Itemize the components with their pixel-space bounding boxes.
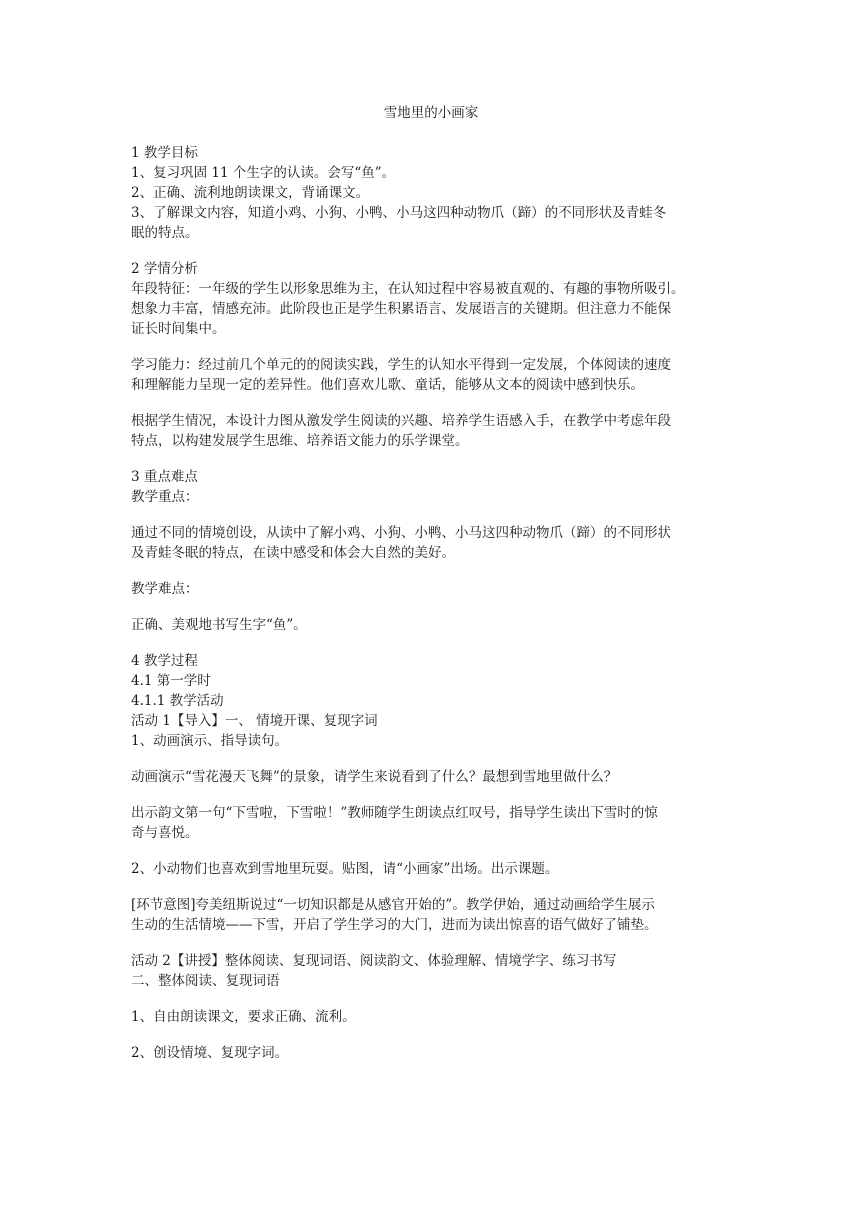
text-line: 及青蛙冬眠的特点，在读中感受和体会大自然的美好。 xyxy=(131,545,455,561)
text-line: 学习能力：经过前几个单元的的阅读实践，学生的认知水平得到一定发展，个体阅读的速度 xyxy=(131,357,671,373)
document-title: 雪地里的小画家 xyxy=(383,105,479,121)
paragraph-gap xyxy=(131,563,731,579)
document-body xyxy=(131,143,731,1063)
text-line: 教学重点： xyxy=(131,489,199,505)
text-line: [环节意图]夸美纽斯说过“一切知识都是从感官开始的”。教学伊始，通过动画给学生展示 xyxy=(131,897,655,913)
paragraph-gap xyxy=(131,599,731,615)
paragraph-gap xyxy=(131,507,731,523)
text-line: 年段特征：一年级的学生以形象思维为主，在认知过程中容易被直观的、有趣的事物所吸引。 xyxy=(131,281,685,297)
text-line: 2、正确、流利地朗读课文，背诵课文。 xyxy=(131,185,370,201)
text-line: 4.1.1 教学活动 xyxy=(131,693,224,709)
text-line: 活动 2【讲授】整体阅读、复现词语、阅读韵文、体验理解、情境学字、练习书写 xyxy=(131,953,617,969)
paragraph-gap xyxy=(131,635,731,651)
paragraph-gap xyxy=(131,339,731,355)
text-line: 奇与喜悦。 xyxy=(131,825,199,841)
text-line: 动画演示“雪花漫天飞舞”的景象，请学生来说看到了什么？最想到雪地里做什么？ xyxy=(131,769,618,785)
paragraph-gap xyxy=(131,879,731,895)
text-line: 4.1 第一学时 xyxy=(131,673,211,689)
text-line: 正确、美观地书写生字“鱼”。 xyxy=(131,617,307,633)
text-line: 特点，以构建发展学生思维、培养语文能力的乐学课堂。 xyxy=(131,433,469,449)
text-line: 生动的生活情境——下雪，开启了学生学习的大门，进而为读出惊喜的语气做好了铺垫。 xyxy=(131,917,658,933)
paragraph-gap xyxy=(131,991,731,1007)
text-line: 2、小动物们也喜欢到雪地里玩耍。贴图，请“小画家”出场。出示课题。 xyxy=(131,861,559,877)
text-line: 出示韵文第一句“下雪啦，下雪啦！”教师随学生朗读点红叹号，指导学生读出下雪时的惊 xyxy=(131,805,658,821)
text-line: 证长时间集中。 xyxy=(131,321,226,337)
text-line: 3、了解课文内容，知道小鸡、小狗、小鸭、小马这四种动物爪（蹄）的不同形状及青蛙冬 xyxy=(131,205,667,221)
text-line: 2、创设情境、复现字词。 xyxy=(131,1045,289,1061)
text-line: 1、动画演示、指导读句。 xyxy=(131,733,289,749)
paragraph-gap xyxy=(131,451,731,467)
paragraph-gap xyxy=(131,935,731,951)
text-line: 2 学情分析 xyxy=(131,261,198,277)
text-line: 通过不同的情境创设，从读中了解小鸡、小狗、小鸭、小马这四种动物爪（蹄）的不同形状 xyxy=(131,525,671,541)
text-line: 4 教学过程 xyxy=(131,653,198,669)
text-line: 1 教学目标 xyxy=(131,145,198,161)
text-line: 1、自由朗读课文，要求正确、流利。 xyxy=(131,1009,356,1025)
text-line: 1、复习巩固 11 个生字的认读。会写“鱼”。 xyxy=(131,165,396,181)
paragraph-gap xyxy=(131,395,731,411)
paragraph-gap xyxy=(131,243,731,259)
text-line: 想象力丰富，情感充沛。此阶段也正是学生积累语言、发展语言的关键期。但注意力不能保 xyxy=(131,301,671,317)
text-line: 眠的特点。 xyxy=(131,225,199,241)
text-line: 和理解能力呈现一定的差异性。他们喜欢儿歌、童话，能够从文本的阅读中感到快乐。 xyxy=(131,377,644,393)
text-line: 教学难点： xyxy=(131,581,199,597)
text-line: 根据学生情况，本设计力图从激发学生阅读的兴趣、培养学生语感入手，在教学中考虑年段 xyxy=(131,413,671,429)
paragraph-gap xyxy=(131,751,731,767)
text-line: 二、整体阅读、复现词语 xyxy=(131,973,280,989)
text-line: 活动 1【导入】一、 情境开课、复现字词 xyxy=(131,713,378,729)
paragraph-gap xyxy=(131,787,731,803)
paragraph-gap xyxy=(131,843,731,859)
text-line: 3 重点难点 xyxy=(131,469,198,485)
paragraph-gap xyxy=(131,1027,731,1043)
